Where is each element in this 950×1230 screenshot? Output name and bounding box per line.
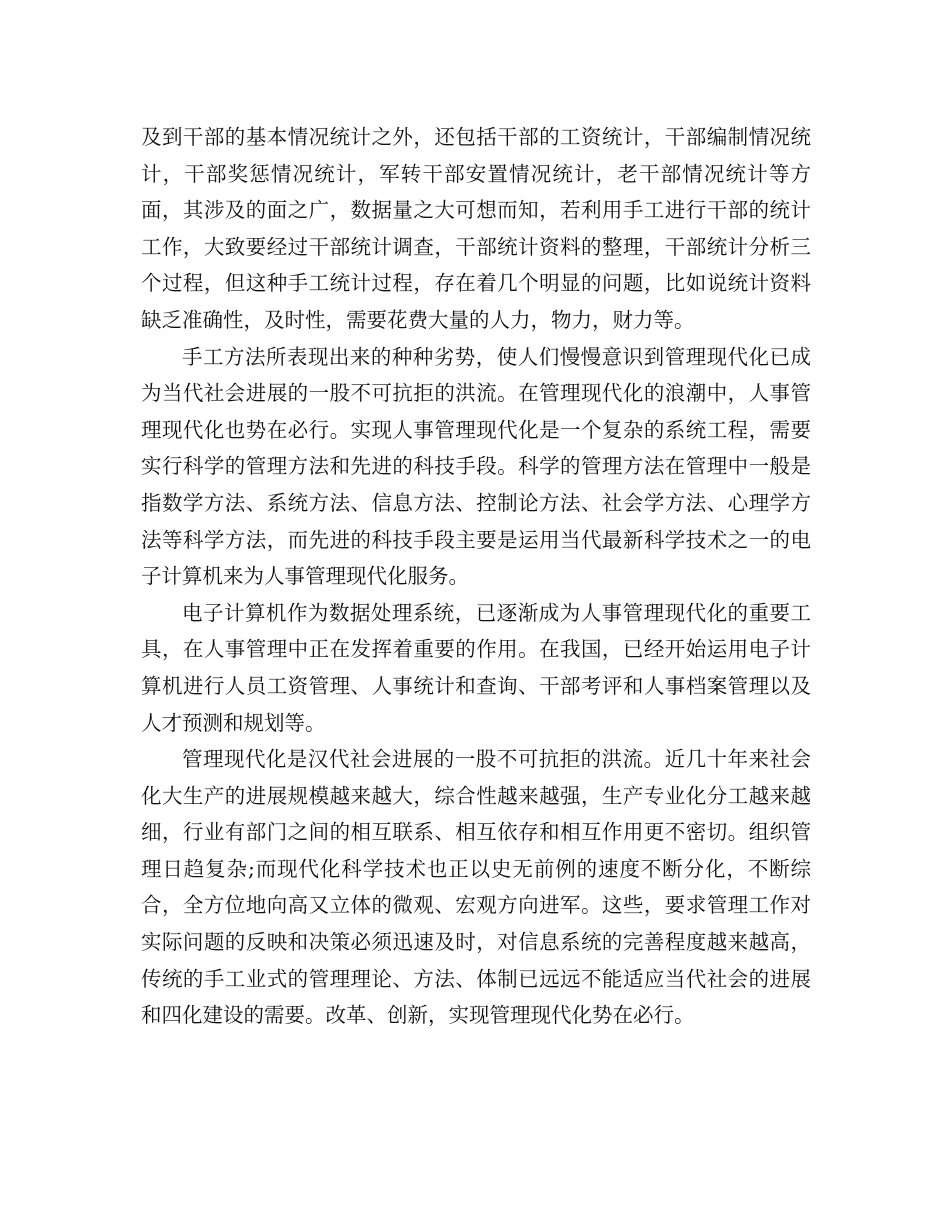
paragraph-4: 管理现代化是汉代社会进展的一股不可抗拒的洪流。近几十年来社会化大生产的进展规模越来越大，综合性越来越强，生产专业化分工越来越细，行业有部门之间的相互联系、相互依存和相互作用更不密切。组织管理日趋复杂;而现代化科学技术也正以史无前例的速度不断分化，不断综合，全方位地向高又立体的微观、宏观方向进军。这些，要求管理工作对实际问题的反映和决策必须迅速及时，对信息系统的完善程度越来越高，传统的手工业式的管理理论、方法、体制已远远不能适应当代社会的进展和四化建设的需要。改革、创新，实现管理现代化势在必行。 (141, 747, 811, 1028)
paragraph-1: 及到干部的基本情况统计之外，还包括干部的工资统计，干部编制情况统计，干部奖惩情况统计，军转干部安置情况统计，老干部情况统计等方面，其涉及的面之广，数据量之大可想而知，若利用手工进行干部的统计工作，大致要经过干部统计调查，干部统计资料的整理，干部统计分析三个过程，但这种手工统计过程，存在着几个明显的问题，比如说统计资料缺乏准确性，及时性，需要花费大量的人力，物力，财力等。 (141, 125, 811, 332)
body-text (141, 119, 811, 1034)
paragraph-2: 手工方法所表现出来的种种劣势，使人们慢慢意识到管理现代化已成为当代社会进展的一股不可抗拒的洪流。在管理现代化的浪潮中，人事管理现代化也势在必行。实现人事管理现代化是一个复杂的系统工程，需要实行科学的管理方法和先进的科技手段。科学的管理方法在管理中一般是指数学方法、系统方法、信息方法、控制论方法、社会学方法、心理学方法等科学方法，而先进的科技手段主要是运用当代最新科学技术之一的电子计算机来为人事管理现代化服务。 (141, 344, 811, 589)
paragraph-3: 电子计算机作为数据处理系统，已逐渐成为人事管理现代化的重要工具，在人事管理中正在发挥着重要的作用。在我国，已经开始运用电子计算机进行人员工资管理、人事统计和查询、干部考评和人事档案管理以及人才预测和规划等。 (141, 600, 811, 735)
